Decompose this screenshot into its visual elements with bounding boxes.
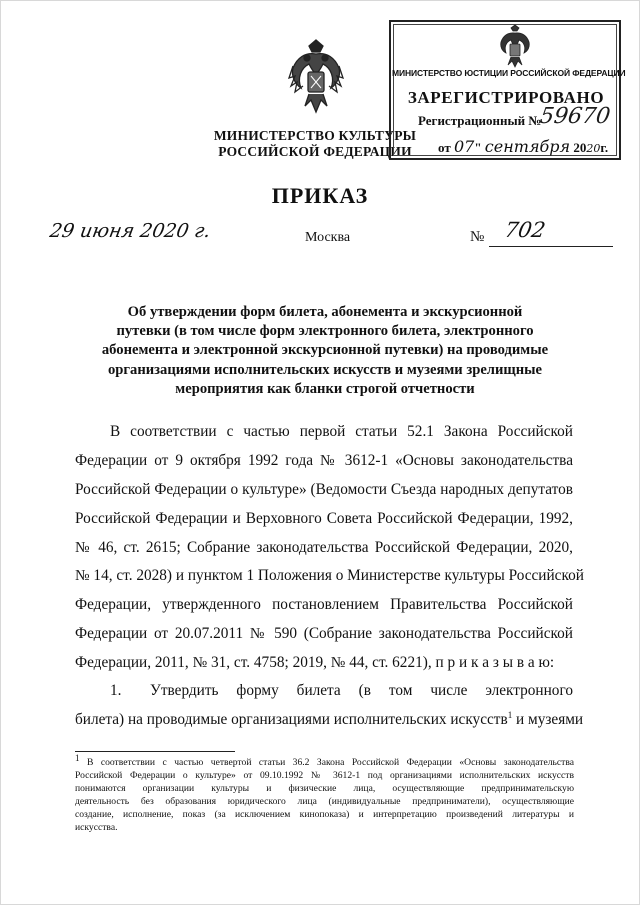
body-line: Федерации, 2011, № 31, ст. 4758; 2019, № 44, ст. 6221), п р и к а з ы в а ю:: [75, 654, 555, 671]
footnote-marker: 1: [75, 752, 80, 763]
body-line: Российской Федерации и Верховного Совета Российской Федерации, 1992,: [75, 510, 573, 527]
subject-line: путевки (в том числе форм электронного билета, электронного: [116, 323, 534, 340]
footnote-line: создание, исполнение, показ (за исключением кинопоказа) и интерпретацию произведений литературы и: [75, 809, 574, 820]
stamp-ministry-name: МИНИСТЕРСТВО ЮСТИЦИИ РОССИЙСКОЙ ФЕДЕРАЦИИ: [392, 68, 626, 78]
footnote-line: понимаются организации культуры и физические лица, осуществляющие предпринимательскую: [75, 783, 574, 794]
coat-of-arms-icon: [287, 38, 345, 116]
body-line: Федерации от 9 октября 1992 года № 3612-1 «Основы законодательства: [75, 452, 573, 469]
order-number: 702: [502, 218, 548, 242]
order-number-label: №: [470, 229, 485, 245]
footnote-line-text: В соответствии с частью четвертой статьи 36.2 Закона Российской Федерации «Основы законодательства: [79, 757, 574, 768]
item-1-line-1: Утвердить форму билета (в том числе электронного: [150, 682, 573, 699]
footnote-line: [75, 752, 574, 770]
order-city: Москва: [305, 230, 351, 245]
ministry-line-2: РОССИЙСКОЙ ФЕДЕРАЦИИ: [218, 144, 412, 159]
item-1-line-2: [75, 709, 584, 729]
stamp-coat-of-arms-icon: [497, 24, 533, 68]
subject-line: организациями исполнительских искусств и музеями зрелищные: [108, 361, 542, 378]
item-1-text: билета) на проводимые организациями исполнительских искусств: [75, 711, 508, 728]
footnote-divider: [75, 751, 235, 752]
stamp-date-month: сентября: [484, 137, 571, 156]
body-line: № 14, ст. 2028) и пунктом 1 Положения о Министерстве культуры Российской: [75, 567, 584, 584]
stamp-date-day: 07: [453, 137, 475, 156]
stamp-reg-number: 59670: [538, 104, 612, 129]
stamp-date-suffix: г.: [600, 140, 609, 155]
footnote-ref: 1: [507, 709, 513, 720]
subject-line: Об утверждении форм билета, абонемента и экскурсионной: [127, 304, 523, 320]
ministry-line-1: МИНИСТЕРСТВО КУЛЬТУРЫ: [213, 128, 417, 143]
item-1-text-end: и музеями: [512, 711, 584, 728]
stamp-date-year-suffix: 20: [586, 142, 601, 155]
footnote-line: деятельность без образования юридического лица (индивидуальные предприниматели), осуществляющие: [75, 796, 574, 807]
stamp-date-prefix: от: [438, 140, 451, 155]
stamp-registered: ЗАРЕГИСТРИРОВАНО: [407, 88, 605, 107]
body-line: В соответствии с частью первой статьи 52.1 Закона Российской: [110, 423, 573, 440]
subject-line: мероприятия как бланки строгой отчетности: [175, 380, 475, 397]
stamp-date: от 07" сентября 2020г.: [438, 137, 609, 156]
body-line: Российской Федерации о культуре» (Ведомости Съезда народных депутатов: [75, 481, 573, 498]
subject-line: абонемента и электронной экскурсионной путевки) на проводимые: [101, 342, 549, 359]
item-1-number: 1.: [110, 682, 122, 699]
body-line: № 46, ст. 2615; Собрание законодательства Российской Федерации, 2020,: [75, 539, 573, 556]
stamp-date-year-prefix: 20: [573, 140, 587, 155]
footnote-line: Российской Федерации о культуре» от 09.10.1992 № 3612-1 под организациями исполнительских искусств: [75, 770, 574, 781]
stamp-reg-label: Регистрационный №: [418, 113, 542, 128]
body-line: Федерации, утвержденного постановлением Правительства Российской: [75, 596, 573, 613]
footnote-line: искусства.: [75, 822, 118, 833]
order-subject: [90, 303, 560, 399]
document-title: ПРИКАЗ: [271, 183, 369, 208]
order-date: 29 июня 2020 г.: [48, 220, 213, 242]
order-number-underline: [489, 246, 613, 247]
body-line: Федерации от 20.07.2011 № 590 (Собрание законодательства Российской: [75, 625, 573, 642]
